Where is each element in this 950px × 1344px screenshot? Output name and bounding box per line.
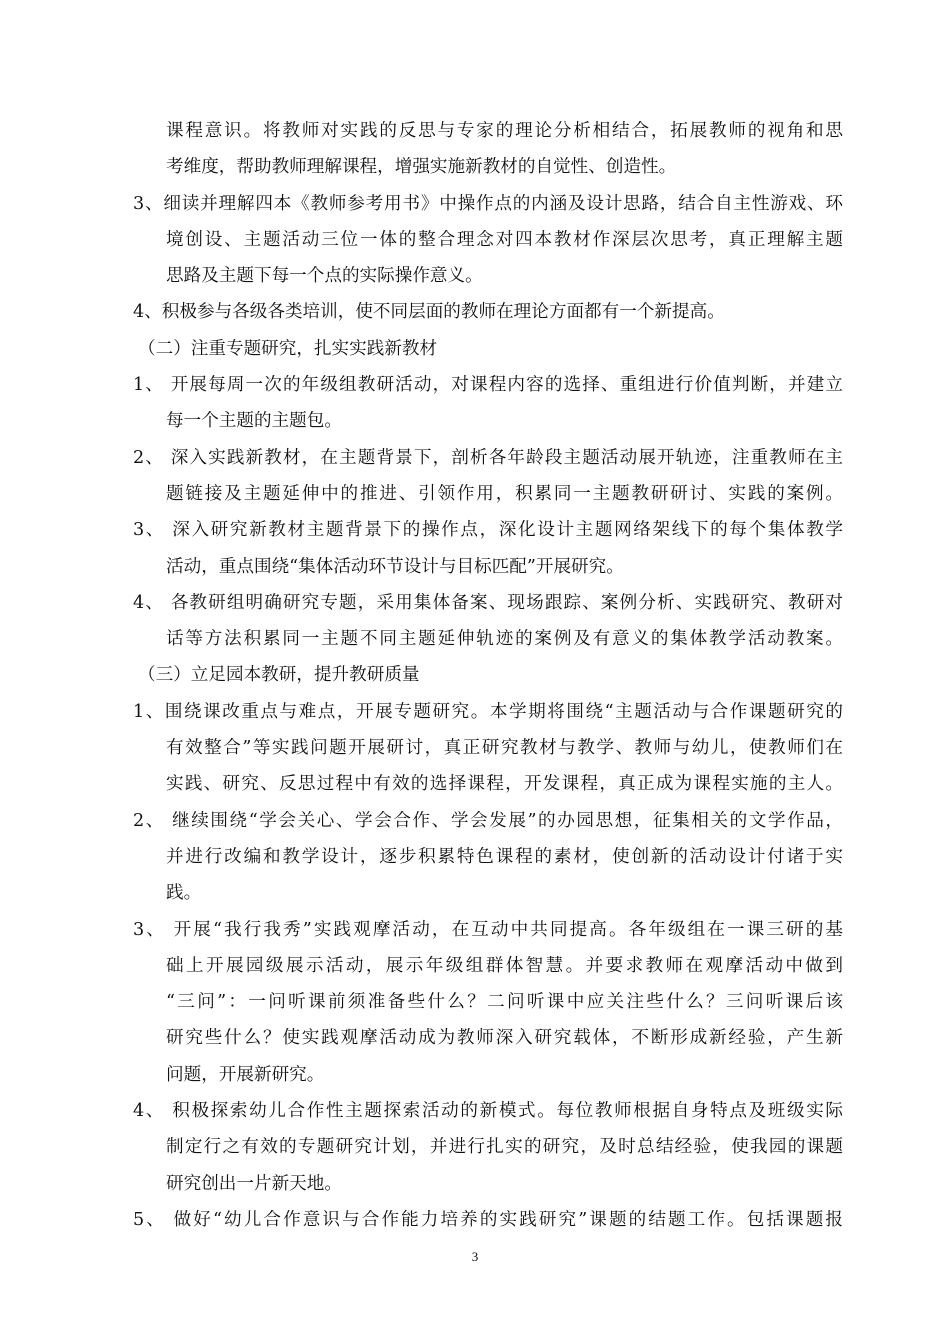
paragraph-line: 础上开展园级展示活动，展示年级组群体智慧。并要求教师在观摩活动中做到 [166, 955, 843, 976]
paragraph-line: 践。 [166, 883, 202, 904]
paragraph-line: 研究创出一片新天地。 [166, 1173, 342, 1194]
paragraph-line: 话等方法积累同一主题不同主题延伸轨迹的案例及有意义的集体教学活动教案。 [166, 629, 843, 650]
paragraph-line: 课程意识。将教师对实践的反思与专家的理论分析相结合，拓展教师的视角和思 [166, 121, 843, 141]
list-item-line: 1、围绕课改重点与难点，开展专题研究。本学期将围绕“主题活动与合作课题研究的 [133, 701, 843, 722]
list-item-line: 3、 开展“我行我秀”实践观摩活动，在互动中共同提高。各年级组在一课三研的基 [133, 919, 843, 940]
list-item-line: 5、 做好“幼儿合作意识与合作能力培养的实践研究”课题的结题工作。包括课题报 [133, 1209, 843, 1230]
paragraph-line: 并进行改编和教学设计，逐步积累特色课程的素材，使创新的活动设计付诸于实 [166, 846, 843, 867]
paragraph-line: 制定行之有效的专题研究计划，并进行扎实的研究，及时总结经验，使我园的课题 [166, 1137, 843, 1158]
page-number: 3 [471, 1249, 479, 1264]
list-item-line: 4、积极参与各级各类培训，使不同层面的教师在理论方面都有一个新提高。 [133, 302, 725, 323]
section-heading: （三）立足园本教研，提升教研质量 [138, 665, 420, 686]
paragraph-line: 研究些什么？使实践观摩活动成为教师深入研究载体，不断形成新经验，产生新 [166, 1028, 843, 1049]
list-item-line: 3、 深入研究新教材主题背景下的操作点，深化设计主题网络架线下的每个集体教学 [133, 520, 843, 541]
paragraph-line: 有效整合”等实践问题开展研讨，真正研究教材与教学、教师与幼儿，使教师们在 [166, 738, 843, 759]
section-heading: （二）注重专题研究，扎实实践新教材 [138, 338, 438, 359]
paragraph-line: 活动，重点围绕“集体活动环节设计与目标匹配”开展研究。 [166, 556, 624, 577]
paragraph-line: 境创设、主题活动三位一体的整合理念对四本教材作深层次思考，真正理解主题 [166, 229, 843, 250]
list-item-line: 2、 继续围绕“学会关心、学会合作、学会发展”的办园思想，征集相关的文学作品， [133, 810, 843, 831]
list-item-line: 1、 开展每周一次的年级组教研活动，对课程内容的选择、重组进行价值判断，并建立 [133, 375, 843, 396]
document-body [133, 113, 843, 1238]
paragraph-line: 考维度，帮助教师理解课程，增强实施新教材的自觉性、创造性。 [166, 157, 677, 178]
list-item-line: 3、细读并理解四本《教师参考用书》中操作点的内涵及设计思路，结合自主性游戏、环 [133, 193, 843, 214]
paragraph-line: “三问”：一问听课前须准备些什么？二问听课中应关注些什么？三问听课后该 [166, 992, 843, 1013]
list-item-line: 4、 积极探索幼儿合作性主题探索活动的新模式。每位教师根据自身特点及班级实际 [133, 1101, 843, 1122]
list-item-line: 2、 深入实践新教材，在主题背景下，剖析各年龄段主题活动展开轨迹，注重教师在主 [133, 447, 843, 468]
paragraph-line: 每一个主题的主题包。 [166, 411, 342, 432]
paragraph-line: 实践、研究、反思过程中有效的选择课程，开发课程，真正成为课程实施的主人。 [166, 774, 843, 795]
paragraph-line: 问题，开展新研究。 [166, 1064, 325, 1085]
paragraph-line: 思路及主题下每一个点的实际操作意义。 [166, 266, 483, 287]
paragraph-line: 题链接及主题延伸中的推进、引领作用，积累同一主题教研研讨、实践的案例。 [166, 483, 843, 504]
list-item-line: 4、 各教研组明确研究专题，采用集体备案、现场跟踪、案例分析、实践研究、教研对 [133, 592, 843, 613]
